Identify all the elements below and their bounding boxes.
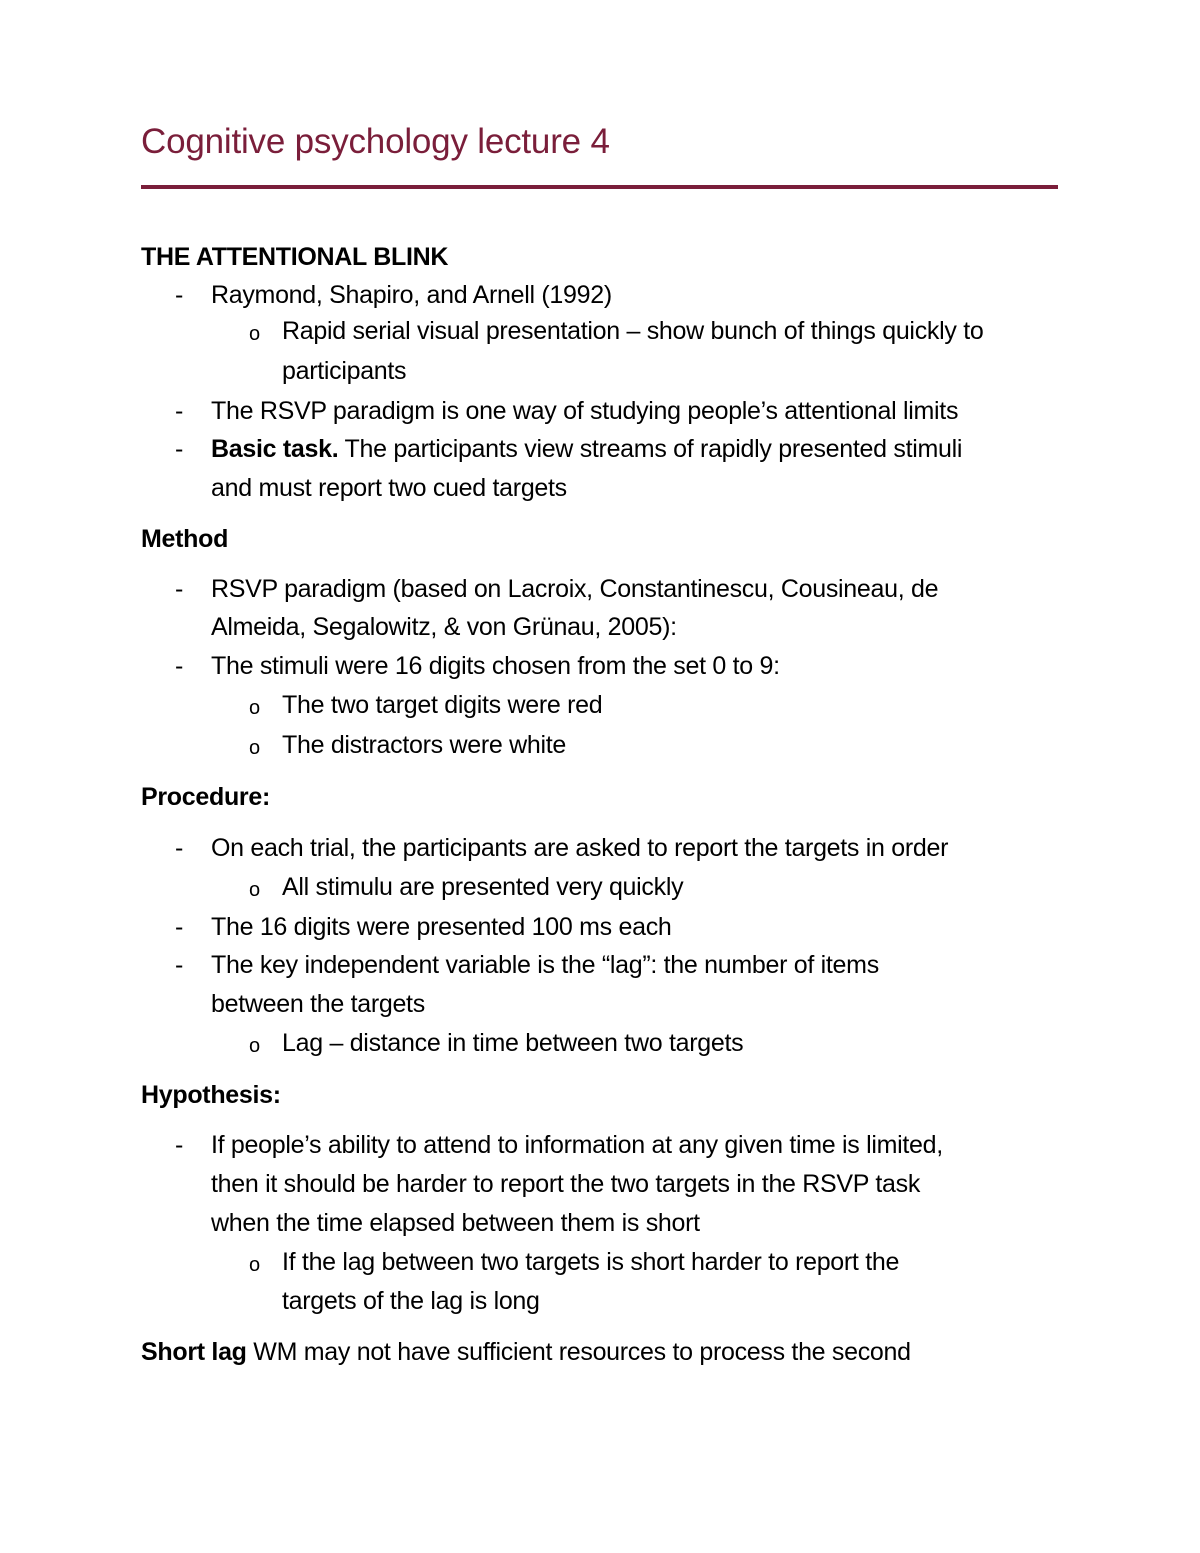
sub-list-item: The distractors were white — [282, 731, 566, 759]
dash-bullet: - — [175, 397, 184, 425]
paragraph-text: WM may not have sufficient resources to process the second — [246, 1338, 911, 1366]
list-item: The RSVP paradigm is one way of studying people’s attentional limits — [211, 397, 959, 425]
sub-list-item-continued: targets of the lag is long — [282, 1287, 540, 1315]
circle-bullet: o — [249, 1035, 260, 1057]
list-item-continued: and must report two cued targets — [211, 474, 567, 502]
section-heading-hypothesis: Hypothesis: — [141, 1081, 281, 1109]
list-item: RSVP paradigm (based on Lacroix, Constantinescu, Cousineau, de — [211, 575, 939, 603]
sub-list-item: Rapid serial visual presentation – show bunch of things quickly to — [282, 317, 984, 345]
dash-bullet: - — [175, 834, 184, 862]
bold-term: Short lag — [141, 1338, 247, 1366]
section-heading-procedure: Procedure: — [141, 783, 270, 811]
dash-bullet: - — [175, 435, 184, 463]
dash-bullet: - — [175, 281, 184, 309]
section-heading-method: Method — [141, 525, 229, 553]
circle-bullet: o — [249, 879, 260, 901]
circle-bullet: o — [249, 737, 260, 759]
list-item: The 16 digits were presented 100 ms each — [211, 913, 672, 941]
sub-list-item: The two target digits were red — [282, 691, 603, 719]
list-item — [211, 431, 962, 467]
list-item: On each trial, the participants are asked to report the targets in order — [211, 834, 949, 862]
list-item-continued: then it should be harder to report the two targets in the RSVP task — [211, 1170, 921, 1198]
section-heading-attentional-blink: THE ATTENTIONAL BLINK — [141, 243, 449, 271]
dash-bullet: - — [175, 1131, 184, 1159]
list-item: The stimuli were 16 digits chosen from the set 0 to 9: — [211, 652, 780, 680]
dash-bullet: - — [175, 575, 184, 603]
list-item-text: The participants view streams of rapidly presented stimuli — [338, 435, 963, 463]
dash-bullet: - — [175, 913, 184, 941]
list-item-continued: between the targets — [211, 990, 425, 1018]
bold-term: Basic task. — [211, 435, 339, 463]
circle-bullet: o — [249, 323, 260, 345]
list-item: The key independent variable is the “lag”: the number of items — [211, 951, 879, 979]
sub-list-item-continued: participants — [282, 357, 407, 385]
short-lag-paragraph — [141, 1334, 911, 1370]
list-item-continued: when the time elapsed between them is short — [211, 1209, 700, 1237]
list-item: If people’s ability to attend to information at any given time is limited, — [211, 1131, 943, 1159]
title-divider — [141, 185, 1058, 189]
sub-list-item: Lag – distance in time between two targets — [282, 1029, 744, 1057]
document-title: Cognitive psychology lecture 4 — [141, 122, 610, 161]
sub-list-item: All stimulu are presented very quickly — [282, 873, 684, 901]
circle-bullet: o — [249, 1254, 260, 1276]
dash-bullet: - — [175, 652, 184, 680]
circle-bullet: o — [249, 697, 260, 719]
dash-bullet: - — [175, 951, 184, 979]
list-item-continued: Almeida, Segalowitz, & von Grünau, 2005): — [211, 613, 677, 641]
list-item: Raymond, Shapiro, and Arnell (1992) — [211, 281, 612, 309]
sub-list-item: If the lag between two targets is short harder to report the — [282, 1248, 900, 1276]
